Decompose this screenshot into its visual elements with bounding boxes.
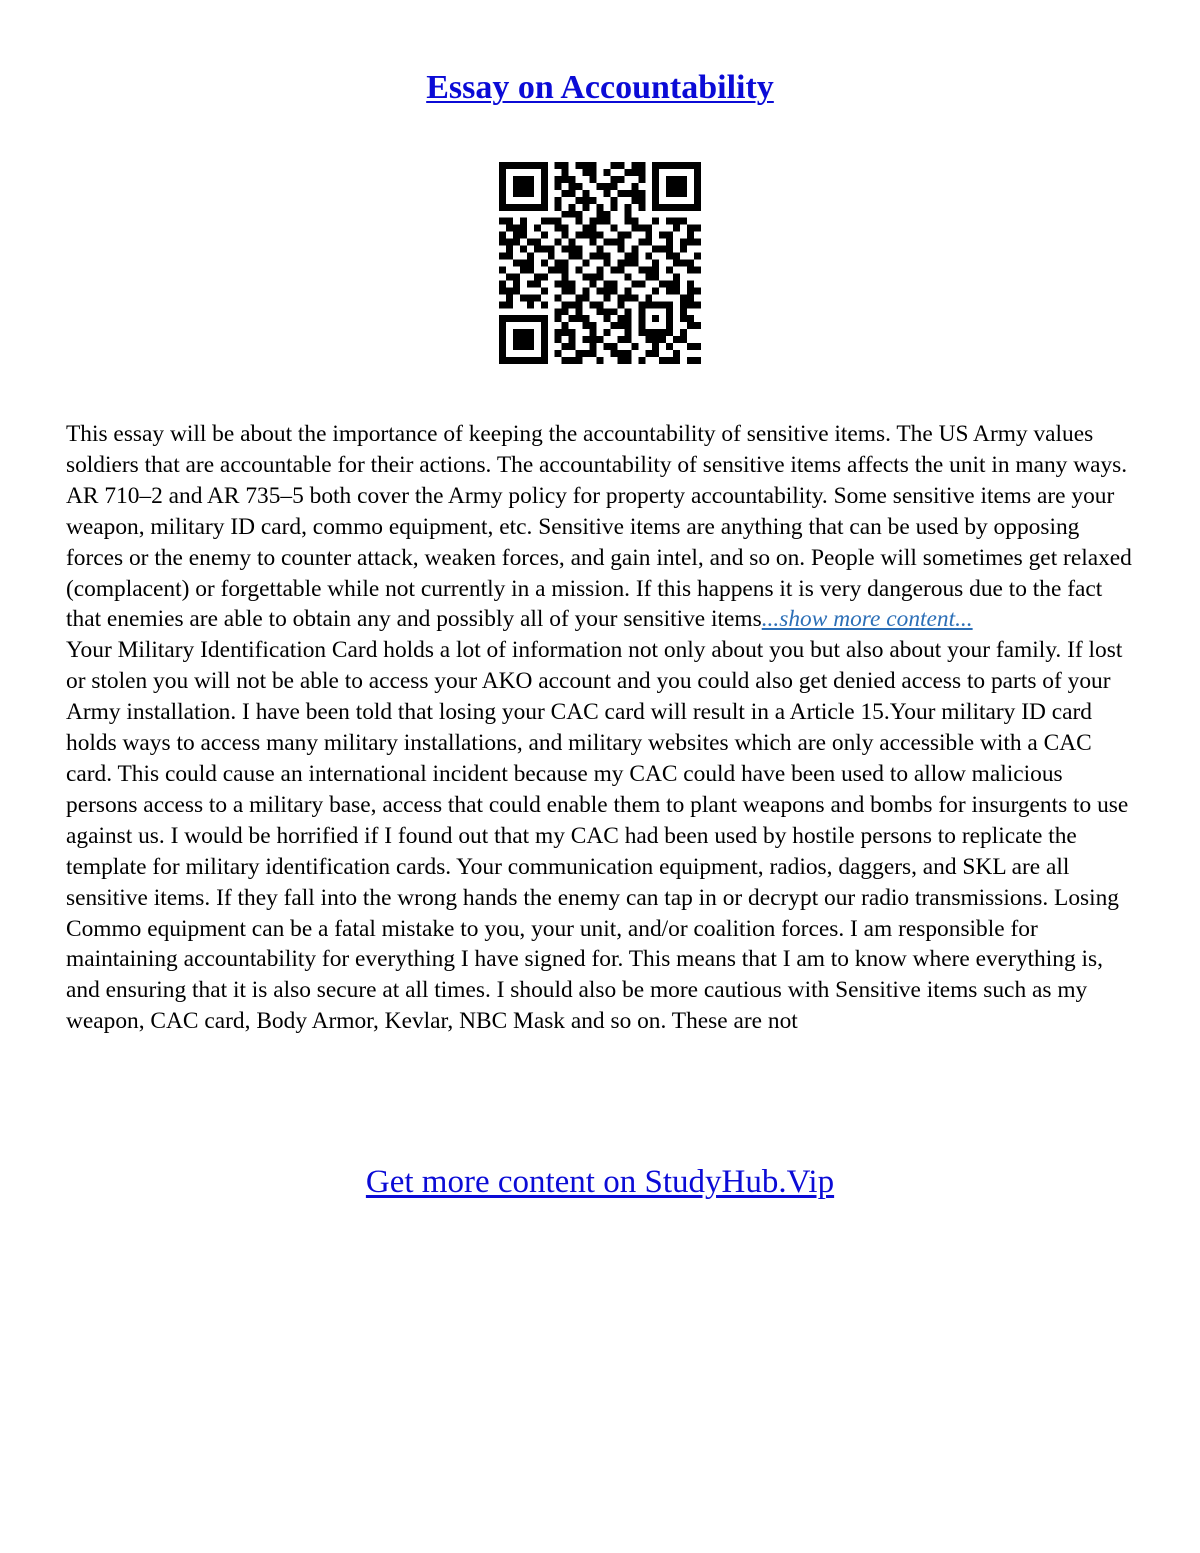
studyhub-link[interactable]: Get more content on StudyHub.Vip: [365, 1164, 835, 1200]
title-link[interactable]: Essay on Accountability: [426, 69, 774, 106]
footer: [0, 1160, 1200, 1204]
essay-paragraph-part1: This essay will be about the importance of keeping the accountability of sensitive items. The US Army values soldiers that are accountable for their actions. The accountability of sensitive items affects the unit in many ways. AR 710–2 and AR 735–5 both cover the Army policy for property accountability. Some sensitive items are your weapon, military ID card, commo equipment, etc. Sensitive items are anything that can be used by opposing forces or the enemy to counter attack, weaken forces, and gain intel, and so on. People will sometimes get relaxed (complacent) or forgettable while not currently in a mission. If this happens it is very dangerous due to the fact that enemies are able to obtain any and possibly all of your sensitive items: [66, 421, 1132, 633]
qr-code-icon: [499, 162, 701, 364]
page-title: [0, 66, 1200, 110]
qr-code-graphic: [499, 162, 701, 364]
essay-body: [66, 419, 1138, 1037]
essay-paragraph-part2: Your Military Identification Card holds a lot of information not only about you but also about your family. If lost or stolen you will not be able to access your AKO account and you could also get denied access to parts of your Army installation. I have been told that losing your CAC card will result in a Article 15.Your military ID card holds ways to access many military installations, and military websites which are only accessible with a CAC card. This could cause an international incident because my CAC could have been used to allow malicious persons access to a military base, access that could enable them to plant weapons and bombs for insurgents to use against us. I would be horrified if I found out that my CAC had been used by hostile persons to replicate the template for military identification cards. Your communication equipment, radios, daggers, and SKL are all sensitive items. If they fall into the wrong hands the enemy can tap in or decrypt our radio transmissions. Losing Commo equipment can be a fatal mistake to you, your unit, and/or coalition forces. I am responsible for maintaining accountability for everything I have signed for. This means that I am to know where everything is, and ensuring that it is also secure at all times. I should also be more cautious with Sensitive items such as my weapon, CAC card, Body Armor, Kevlar, NBC Mask and so on. These are not: [66, 637, 1129, 1035]
show-more-link[interactable]: ...show more content...: [761, 606, 973, 633]
